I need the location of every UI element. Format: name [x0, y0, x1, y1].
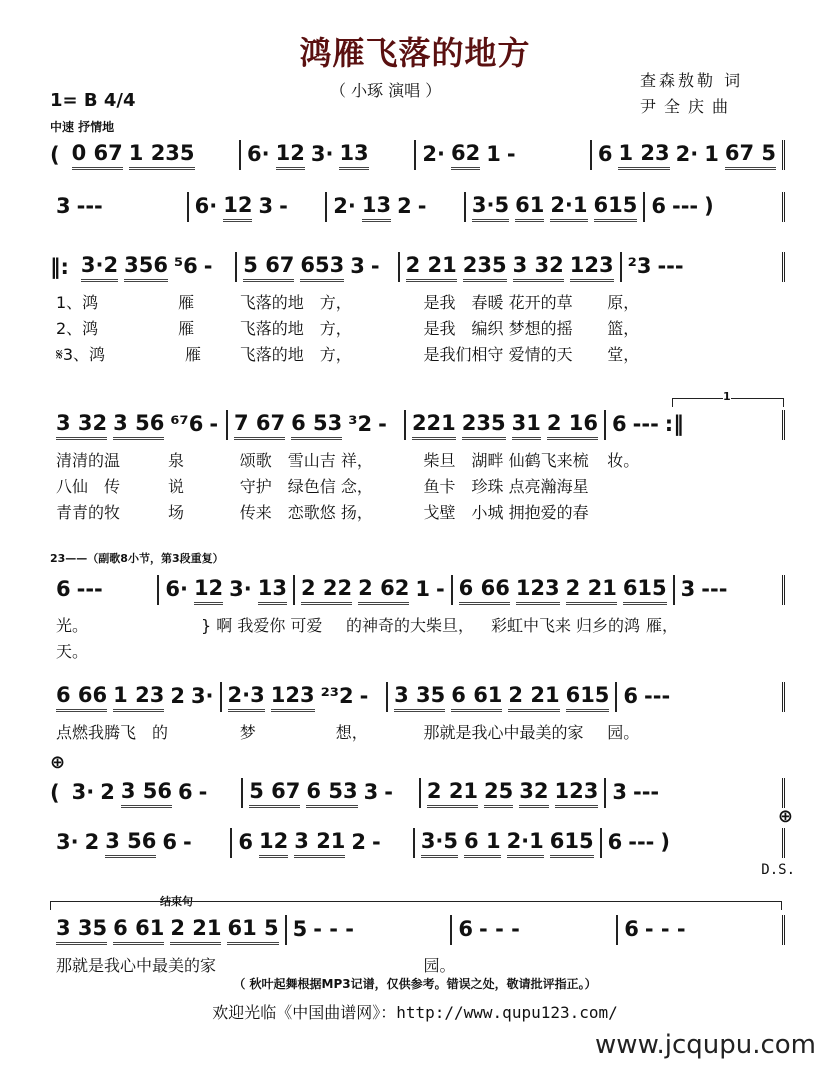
lyric-segment: 守护 绿色信 念， [239, 476, 373, 496]
note-group: - - - [313, 917, 355, 941]
note-group: 12 [259, 829, 288, 858]
watermark: www.jcqupu.com [595, 1030, 816, 1060]
music-system [50, 252, 785, 366]
note-group: --- [76, 194, 103, 218]
note-group: ³2 [348, 412, 373, 436]
composer-credit: 尹全庆曲 [640, 97, 737, 116]
measure [66, 140, 241, 170]
note-group: 5 67 [249, 779, 300, 808]
note-group: 6 53 [291, 411, 342, 440]
volta-bracket [672, 390, 784, 407]
lyric-segment: 是我们相守 爱情的天 [423, 344, 573, 364]
note-group: 3 35 [56, 916, 107, 945]
measure [237, 252, 399, 282]
note-group: 0 67 [72, 141, 123, 170]
note-group: 3 56 [113, 411, 164, 440]
lyric-segment: } 啊 我爱你 可爱 [200, 615, 323, 635]
note-group: 6 [623, 684, 639, 708]
note-group: 3· [56, 830, 79, 854]
note-group: 6 66 [56, 683, 107, 712]
note-group: 3 32 [56, 411, 107, 440]
note-group: 1 23 [113, 683, 164, 712]
lyric-segment: 清清的温 泉 [56, 450, 185, 470]
coda-sign-icon: ⊕ [777, 806, 793, 827]
note-group: 6 [597, 142, 613, 166]
measure [66, 778, 244, 808]
measure [232, 828, 414, 858]
lyric-segment: 那就是我心中最美的家 [56, 955, 217, 975]
measure [327, 192, 466, 222]
lyric-segment: 堂， [607, 344, 640, 364]
note-group: 6· [165, 577, 188, 601]
lyrics-line [50, 718, 785, 744]
measure [453, 575, 675, 605]
note-group: - [370, 254, 380, 278]
measure [50, 575, 159, 605]
notes-row [50, 682, 785, 712]
measure [622, 252, 785, 282]
music-system [50, 192, 785, 222]
note-group: 6 53 [306, 779, 357, 808]
section-note: 23——（副歌8小节，第3段重复） [50, 552, 224, 565]
note-group: 61 [515, 193, 544, 222]
lyrics-line [50, 340, 785, 366]
lyrics-line [50, 472, 785, 498]
measure [606, 410, 785, 440]
note-group: 6 1 [464, 829, 501, 858]
measure [50, 915, 287, 945]
note-group: 615 [550, 829, 594, 858]
note-group: 2· [333, 194, 356, 218]
note-group: 3 [612, 780, 627, 804]
lyric-segment: 那就是我心中最美的家 [423, 722, 584, 742]
coda-sign-icon: ⊕ [50, 752, 66, 773]
measure [606, 778, 785, 808]
note-group: 2· [422, 142, 446, 166]
note-group: - [372, 830, 381, 854]
note-group: 3 56 [121, 779, 172, 808]
music-system [50, 390, 785, 524]
note-group: 235 [463, 253, 507, 282]
measure [189, 192, 328, 222]
note-group: - - - [644, 917, 686, 941]
song-title: 鸿雁飞落的地方 [299, 34, 531, 72]
note-group: 12 [194, 576, 223, 605]
notes-row [50, 252, 785, 282]
measure [222, 682, 389, 712]
measure [421, 778, 606, 808]
note-group: 235 [462, 411, 506, 440]
note-group: 12 [276, 141, 305, 170]
lyric-segment: 原， [607, 292, 640, 312]
notes-row [50, 575, 785, 605]
lyric-segment: 八仙 传 说 [56, 476, 185, 496]
note-group: 6 [56, 577, 71, 601]
lyric-segment: 是我 编织 梦想的摇 [423, 318, 573, 338]
note-group: 13 [362, 193, 391, 222]
lyrics-line [50, 611, 785, 637]
note-group: - [209, 412, 219, 436]
note-group: 1 23 [618, 141, 669, 170]
dal-segno-mark: D.S. [761, 862, 795, 878]
note-group: 3 [680, 577, 696, 601]
lyric-segment: 飞落的地 方， [239, 318, 352, 338]
note-group: 3· [229, 577, 252, 601]
note-group: 6 [624, 917, 639, 941]
music-system [50, 682, 785, 744]
note-group: --- [628, 830, 655, 854]
note-group: 2·3 [228, 683, 265, 712]
music-system [50, 895, 785, 977]
music-system [50, 552, 785, 663]
note-group: 2· [675, 142, 699, 166]
note-group: 25 [484, 779, 513, 808]
transcriber-note: （ 秋叶起舞根据MP3记谱，仅供参考。错误之处，敬请批评指正。） [233, 977, 597, 991]
note-group: 615 [566, 683, 610, 712]
note-group: 2 [351, 830, 367, 854]
note-group: 3· [71, 780, 95, 804]
note-group: 615 [623, 576, 667, 605]
note-group: 3· [310, 142, 334, 166]
notes-row [50, 778, 785, 808]
note-group: 2·1 [550, 193, 587, 222]
lyric-segment: 1、鸿 雁 [56, 292, 195, 312]
note-group: 3·2 [81, 253, 118, 282]
measure [50, 682, 222, 712]
note-group: 2 [100, 780, 115, 804]
notes-row [50, 140, 785, 170]
note-group: - [183, 830, 192, 854]
note-group: 653 [300, 253, 344, 282]
note-group: 615 [594, 193, 638, 222]
note-group: 1 [704, 142, 719, 166]
phrase-bracket [50, 901, 782, 910]
tempo-marking: 中速 抒情地 [50, 120, 115, 134]
note-group: 3 32 [513, 253, 564, 282]
note-group: 6 61 [113, 916, 164, 945]
note-group: 6 [162, 830, 177, 854]
measure [159, 575, 295, 605]
measure [617, 682, 785, 712]
note-group: 3 [350, 254, 365, 278]
note-group: - [279, 194, 288, 218]
note-group: 3 56 [105, 829, 156, 858]
note-group: :‖ [664, 412, 684, 436]
notes-row [50, 915, 785, 945]
note-group: 6 [651, 194, 666, 218]
measure [50, 192, 189, 222]
lyric-segment: 园。 [607, 722, 640, 742]
notes-row [50, 410, 785, 440]
measure [452, 915, 618, 945]
notes-row [50, 192, 785, 222]
note-group: 2 16 [547, 411, 598, 440]
lyric-segment: 飞落的地 方， [239, 292, 352, 312]
note-group: - [435, 577, 445, 601]
note-group: 3· [190, 684, 214, 708]
note-group: 2 [84, 830, 100, 854]
note-group: 5 67 [243, 253, 294, 282]
note-group: --- [701, 577, 728, 601]
measure [295, 575, 453, 605]
note-group: 2 21 [566, 576, 617, 605]
singer-credit: （ 小琢 演唱 ） [330, 81, 442, 100]
lyric-segment: 园。 [423, 955, 456, 975]
lyric-segment: 雁， [646, 615, 679, 635]
lyric-segment: 是我 春暖 花开的草 [423, 292, 573, 312]
repeat-or-paren: ‖: [50, 255, 69, 279]
note-group: 6 61 [451, 683, 502, 712]
measure [388, 682, 617, 712]
note-group: 31 [512, 411, 541, 440]
measure [287, 915, 453, 945]
note-group: --- [657, 254, 684, 278]
note-group: 6 [607, 830, 623, 854]
music-system [50, 806, 795, 878]
note-group: 2·1 [507, 829, 544, 858]
note-group: 123 [516, 576, 560, 605]
repeat-or-paren: ( [50, 781, 60, 805]
note-group: 6· [194, 194, 218, 218]
notes-row [50, 828, 785, 858]
note-group: 221 [412, 411, 456, 440]
note-group: 6 [177, 780, 193, 804]
lyrics-line [50, 498, 785, 524]
note-group: 3 35 [394, 683, 445, 712]
lyric-segment: 颂歌 雪山吉 祥， [239, 450, 373, 470]
note-group: 3 [56, 194, 71, 218]
measure [400, 252, 622, 282]
note-group: 2 21 [170, 916, 221, 945]
note-group: 6 [238, 830, 254, 854]
lyric-segment: 妆。 [607, 450, 640, 470]
measure [618, 915, 785, 945]
note-group: --- [76, 577, 103, 601]
note-group: 2 21 [508, 683, 559, 712]
note-group: ⁶⁷6 [170, 412, 204, 436]
key-signature: 1= B 4/4 [50, 90, 136, 111]
note-group: 2 [397, 194, 412, 218]
measure [415, 828, 602, 858]
note-group: - [203, 254, 213, 278]
note-group: 61 5 [227, 916, 278, 945]
note-group: 123 [570, 253, 614, 282]
note-group: 3 [258, 194, 274, 218]
note-group: 123 [555, 779, 599, 808]
note-group: 6 66 [459, 576, 510, 605]
lyric-segment: 的神奇的大柴旦， [345, 615, 474, 635]
lyrics-line [50, 637, 785, 663]
note-group: - - - [479, 917, 520, 941]
measure [466, 192, 645, 222]
note-group: 2 22 [301, 576, 352, 605]
note-group: 2 21 [406, 253, 457, 282]
music-system [50, 140, 785, 170]
lyric-segment: 戈壁 小城 拥抱爱的春 [423, 502, 589, 522]
note-group: 32 [519, 779, 548, 808]
note-group: 2 21 [427, 779, 478, 808]
measure [675, 575, 785, 605]
note-group: 123 [271, 683, 315, 712]
volta-number: 1 [723, 390, 731, 403]
measure [416, 140, 591, 170]
measure [228, 410, 406, 440]
lyric-segment: 梦 想， [239, 722, 368, 742]
note-group: 62 [451, 141, 480, 170]
note-group: 3 21 [294, 829, 345, 858]
lyrics-line [50, 446, 785, 472]
site-welcome: 欢迎光临《中国曲谱网》：http://www.qupu123.com/ [212, 1003, 618, 1022]
note-group: 7 67 [234, 411, 285, 440]
measure [241, 140, 416, 170]
note-group: ) [704, 194, 714, 218]
note-group: 5 [292, 917, 308, 941]
note-group: 12 [223, 193, 252, 222]
lyric-segment: 青青的牧 场 [56, 502, 185, 522]
measure [243, 778, 421, 808]
note-group: ²3 [627, 254, 652, 278]
note-group: - [359, 684, 369, 708]
note-group: 3·5 [421, 829, 458, 858]
note-group: 6 [458, 917, 474, 941]
measure [406, 410, 606, 440]
note-group: 13 [258, 576, 287, 605]
lyrics-line [50, 314, 785, 340]
repeat-or-paren: ( [50, 143, 60, 167]
lyric-segment: 飞落的地 方， [239, 344, 352, 364]
music-system [50, 752, 785, 808]
lyric-segment: 𝄋3、鸿 雁 [56, 344, 202, 364]
note-group: 3·5 [472, 193, 509, 222]
note-group: - [378, 412, 387, 436]
note-group: 1 [486, 142, 501, 166]
note-group: - [506, 142, 516, 166]
lyric-segment: 彩虹中飞来 归乡的鸿 [490, 615, 641, 635]
lyric-segment: 鱼卡 珍珠 点亮瀚海星 [423, 476, 589, 496]
note-group: 2 62 [358, 576, 409, 605]
lyric-segment: 篮， [607, 318, 640, 338]
lyric-segment: 柴旦 湖畔 仙鹤飞来梳 [423, 450, 589, 470]
note-group: ⁵6 [173, 254, 198, 278]
measure [50, 410, 228, 440]
note-group: --- [632, 780, 660, 804]
note-group: 3 [363, 780, 379, 804]
lyric-segment: 2、鸿 雁 [56, 318, 195, 338]
measure [602, 828, 785, 858]
note-group: 6· [247, 142, 270, 166]
note-group: --- [671, 194, 699, 218]
note-group: 2 [170, 684, 185, 708]
lyric-segment: 光。 [56, 615, 89, 635]
note-group: 6 [612, 412, 627, 436]
measure [645, 192, 785, 222]
note-group: --- [632, 412, 659, 436]
note-group: 356 [124, 253, 168, 282]
note-group: - [198, 780, 208, 804]
lyricist-credit: 查森敖勒 词 [640, 71, 744, 90]
measure [50, 828, 232, 858]
note-group: --- [644, 684, 671, 708]
lyric-segment: 天。 [56, 641, 89, 661]
lyrics-line [50, 288, 785, 314]
note-group: ) [660, 830, 670, 854]
lyrics-line [50, 951, 785, 977]
note-group: 1 [415, 577, 430, 601]
lyric-segment: 传来 恋歌悠 扬， [239, 502, 373, 522]
note-group: - [384, 780, 393, 804]
measure [592, 140, 785, 170]
note-group: 13 [339, 141, 368, 170]
section-note: 结束句 [160, 895, 193, 908]
note-group: 1 235 [129, 141, 195, 170]
note-group: 67 5 [725, 141, 776, 170]
note-group: ²³2 [320, 684, 354, 708]
measure [75, 252, 237, 282]
lyric-segment: 点燃我腾飞 的 [56, 722, 169, 742]
note-group: - [417, 194, 427, 218]
